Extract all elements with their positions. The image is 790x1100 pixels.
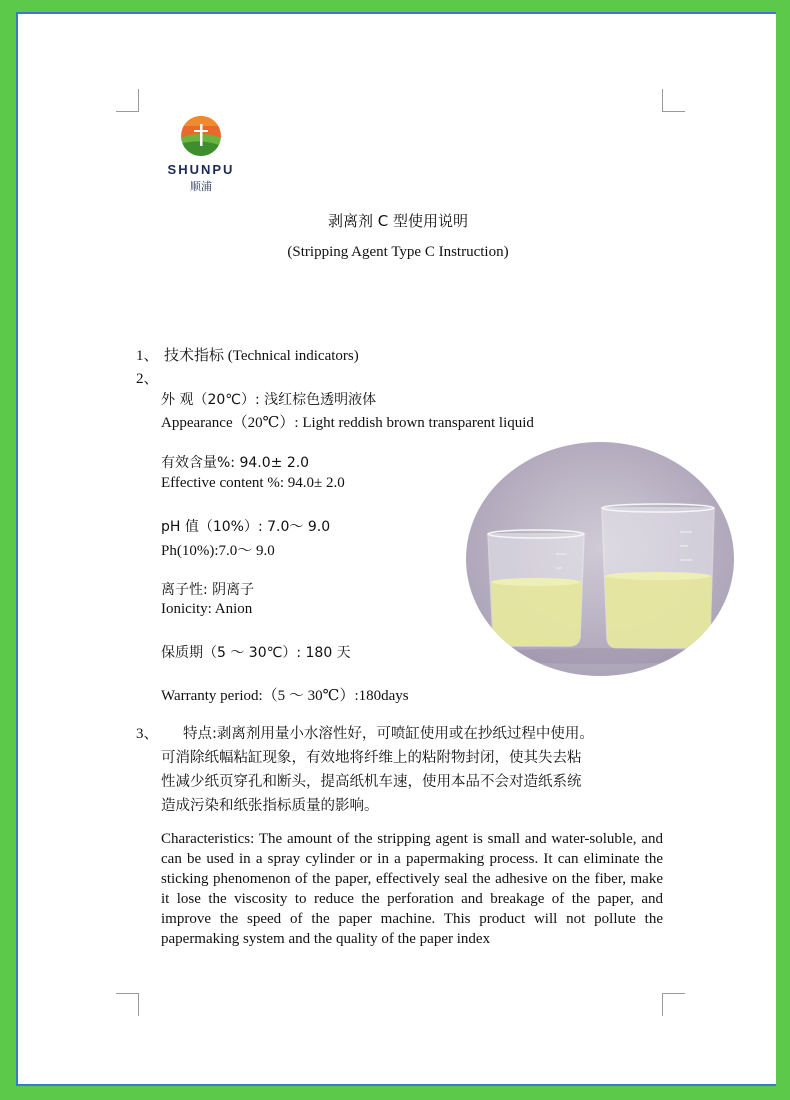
crop-mark-top-right bbox=[662, 89, 685, 112]
document-title-en: (Stripping Agent Type C Instruction) bbox=[287, 244, 509, 260]
ph-value-cn: pH 值（10%）: 7.0～ 9.0 bbox=[161, 519, 331, 535]
characteristics-cn bbox=[161, 722, 663, 818]
brand-name-cn: 顺浦 bbox=[190, 180, 212, 193]
crop-mark-bottom-left bbox=[116, 993, 139, 1016]
section-1-number: 1、 bbox=[136, 348, 159, 364]
section-2-number: 2、 bbox=[136, 371, 159, 387]
appearance-cn: 外 观（20℃）: 浅红棕色透明液体 bbox=[161, 392, 377, 408]
warranty-cn: 保质期（5 ～ 30℃）: 180 天 bbox=[161, 645, 351, 661]
crop-mark-bottom-right bbox=[662, 993, 685, 1016]
characteristics-cn-line-2: 可消除纸幅粘缸现象，有效地将纤维上的粘附物封闭，使其失去粘 bbox=[161, 750, 582, 766]
characteristics-cn-line-3: 性减少纸页穿孔和断头，提高纸机车速，使用本品不会对造纸系统 bbox=[161, 774, 582, 790]
company-logo bbox=[156, 116, 246, 196]
ionicity-en: Ionicity: Anion bbox=[161, 601, 253, 617]
characteristics-en: Characteristics: The amount of the stripping agent is small and water-soluble, and can be used in a spray cylinder or in a papermaking process. It can eliminate the sticking phenomenon of the paper, effectively seal the adhesive on the fiber, make it lose the viscosity to reduce the perforation and breakage of the paper, and improve the speed of the paper machine. This product will not pollute the papermaking system and the quality of the paper index bbox=[161, 831, 663, 947]
brand-name: SHUNPU bbox=[167, 162, 235, 177]
sun-logo-icon bbox=[180, 116, 222, 156]
appearance-en: Appearance（20℃）: Light reddish brown transparent liquid bbox=[161, 415, 534, 431]
characteristics-cn-line-1: 特点:剥离剂用量小水溶性好，可喷缸使用或在抄纸过程中使用。 bbox=[183, 726, 594, 742]
characteristics-cn-line-4: 造成污染和纸张指标质量的影响。 bbox=[161, 798, 379, 814]
section-3-number: 3、 bbox=[136, 726, 159, 742]
document-title-cn: 剥离剂 C 型使用说明 bbox=[327, 212, 468, 230]
crop-mark-top-left bbox=[116, 89, 139, 112]
warranty-en: Warranty period:（5 ～ 30℃）:180days bbox=[161, 688, 409, 704]
product-beakers-photo bbox=[466, 442, 734, 676]
document-page bbox=[16, 12, 776, 1086]
effective-content-cn: 有效含量%: 94.0± 2.0 bbox=[161, 455, 310, 471]
section-1-heading: 技术指标 (Technical indicators) bbox=[164, 348, 359, 364]
ionicity-cn: 离子性: 阴离子 bbox=[161, 582, 255, 598]
effective-content-en: Effective content %: 94.0± 2.0 bbox=[161, 475, 345, 491]
ph-value-en: Ph(10%):7.0～ 9.0 bbox=[161, 543, 275, 559]
